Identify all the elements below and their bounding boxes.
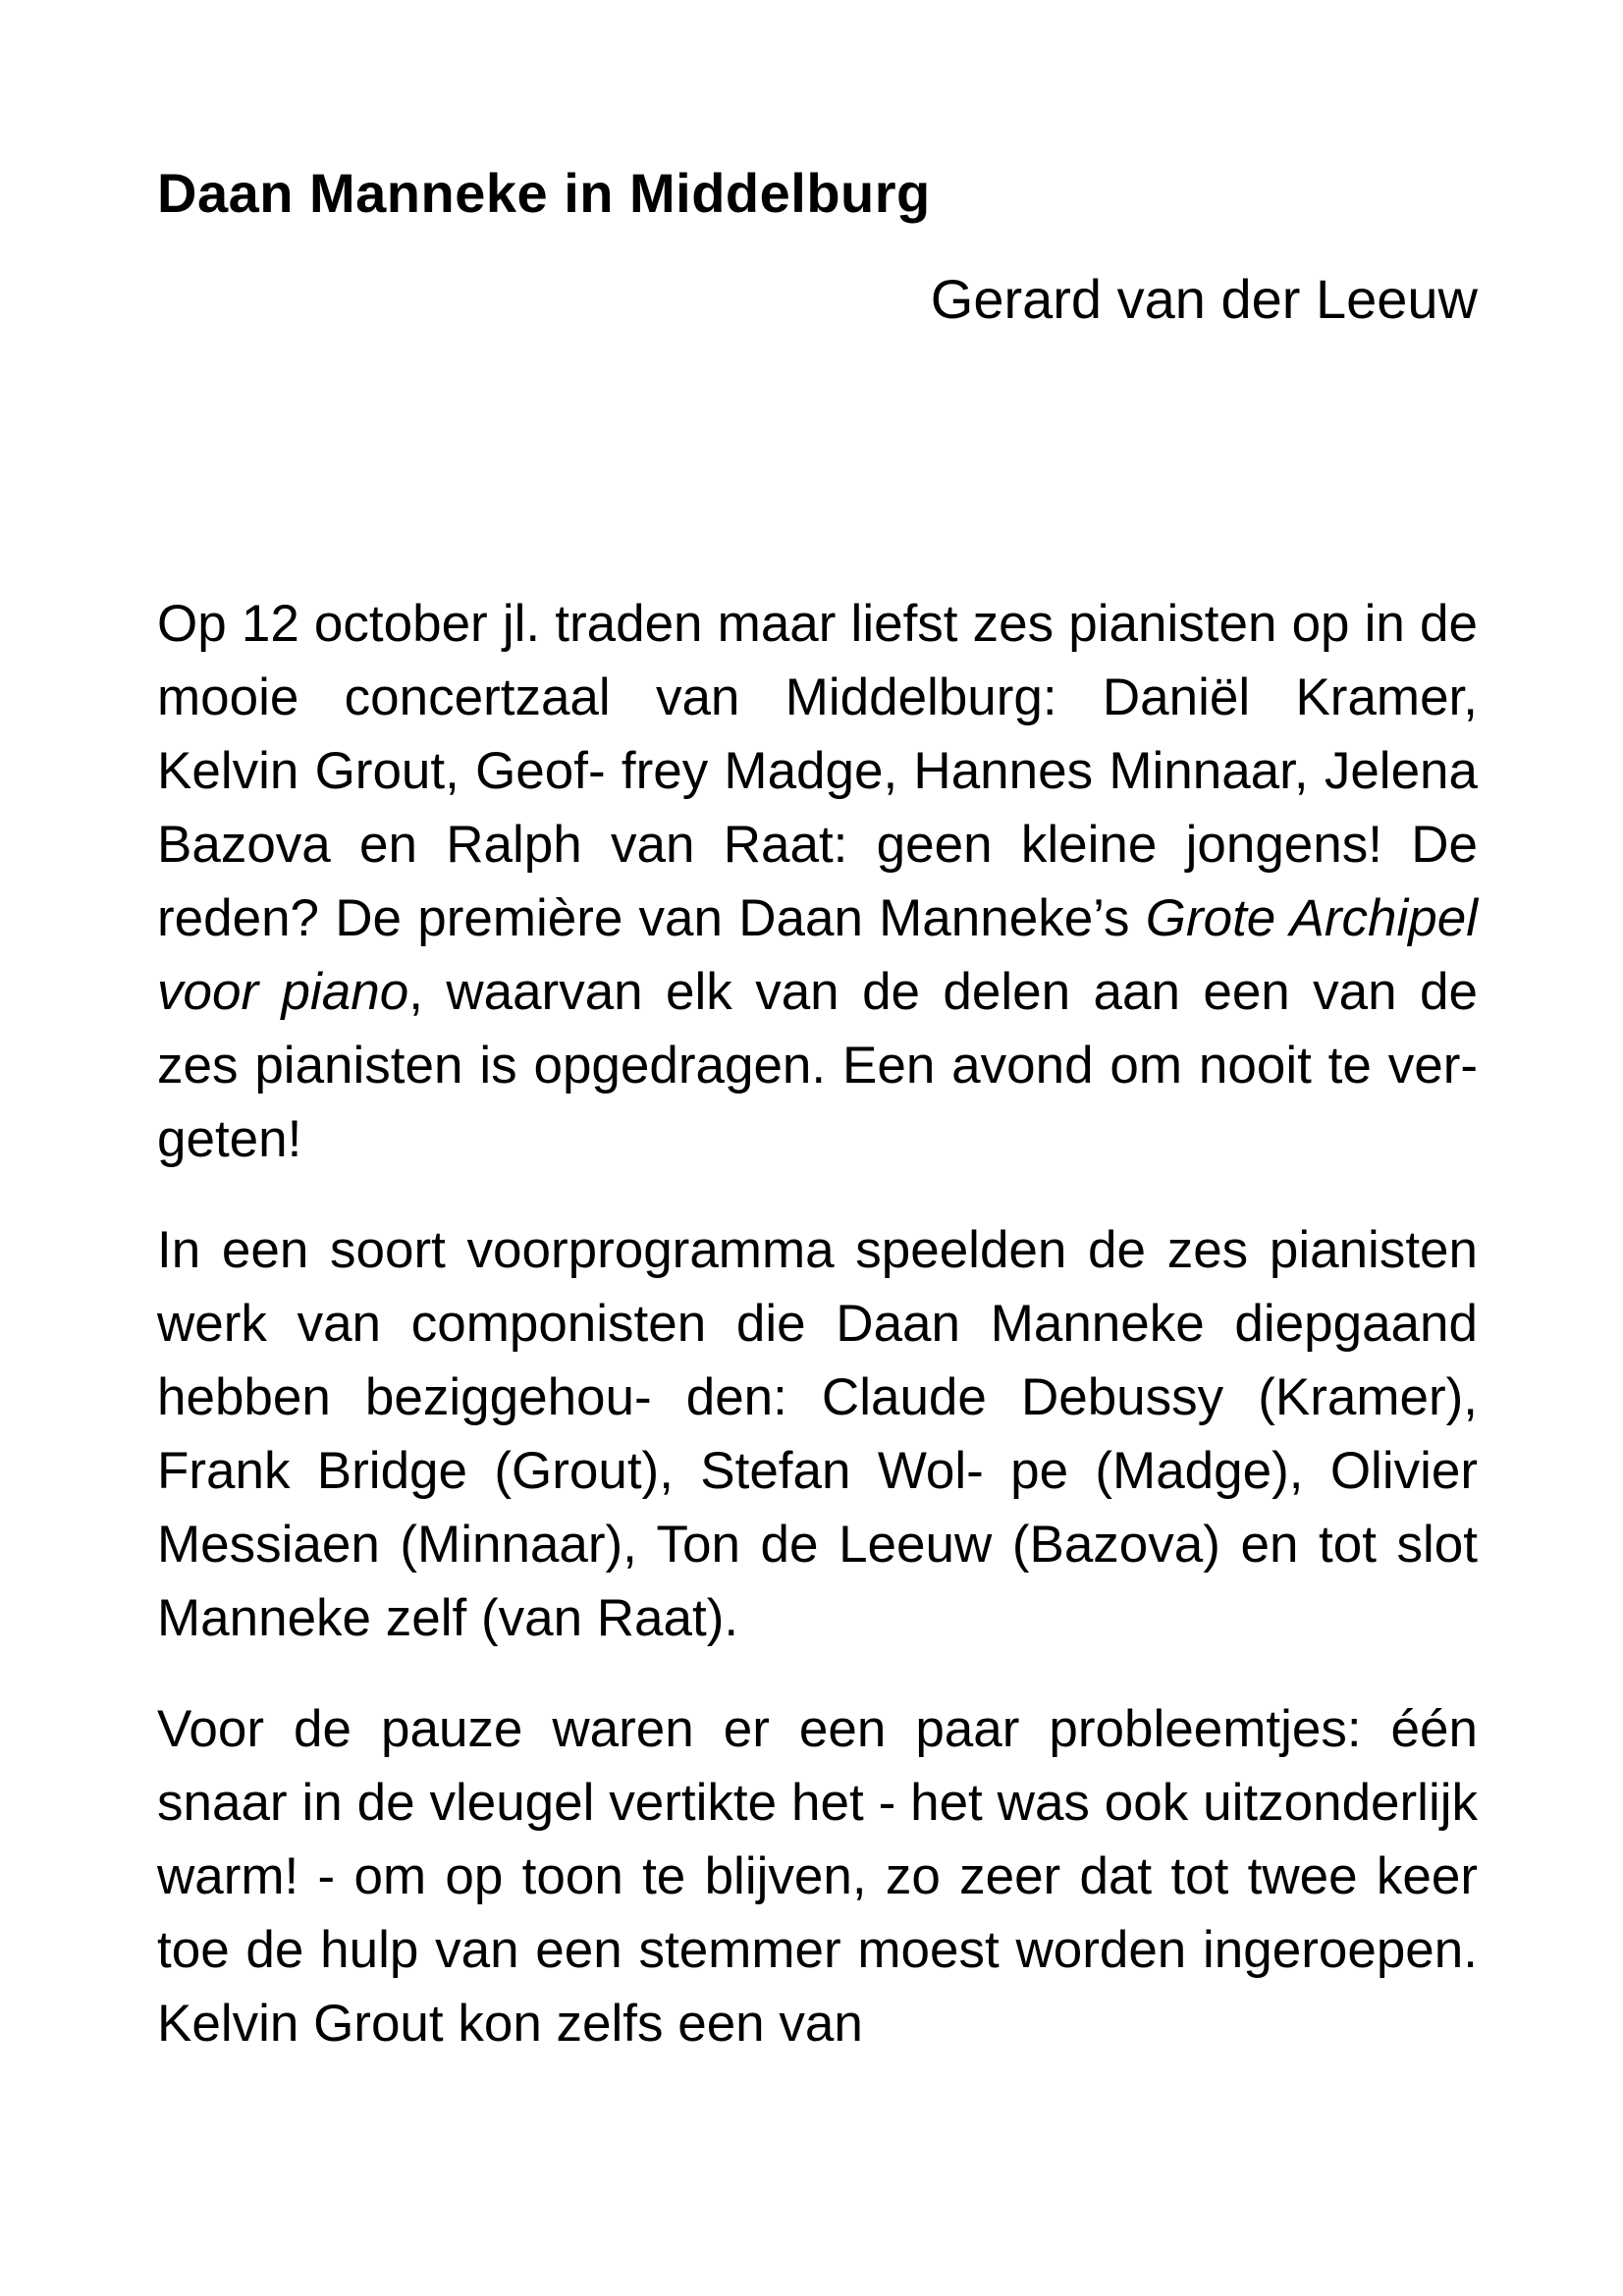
paragraph-1-text-before: Op 12 october jl. traden maar liefst zes pianisten op in de mooie concertzaal van Middelburg: Daniël Kramer, Kelvin Grout, Geof- frey Madge, Hannes Minnaar, Jelena Bazova en Ralph van Raat: geen kleine jongens! De reden? De première van Daan Manneke’s <box>157 595 1478 947</box>
article-body <box>157 587 1478 2098</box>
work-title-italic: Grote Archipel voor piano <box>157 889 1478 1021</box>
paragraph-3: Voor de pauze waren er een paar probleemtjes: één snaar in de vleugel vertikte het - het was ook uitzonderlijk warm! - om op toon te blijven, zo zeer dat tot twee keer toe de hulp van een stemmer moest worden ingeroepen. Kelvin Grout kon zelfs een van <box>157 1700 1478 2053</box>
paragraph-1 <box>157 587 1478 1176</box>
article-title: Daan Manneke in Middelburg <box>157 162 931 224</box>
article-author: Gerard van der Leeuw <box>930 268 1478 330</box>
paragraph-1-text-after: , waarvan elk van de delen aan een van de zes pianisten is opgedragen. Een avond om nooit te ver- geten! <box>157 963 1478 1168</box>
paragraph-2: In een soort voorprogramma speelden de zes pianisten werk van componisten die Daan Manneke diepgaand hebben beziggehou- den: Claude Debussy (Kramer), Frank Bridge (Grout), Stefan Wol- pe (Madge), Olivier Messiaen (Minnaar), Ton de Leeuw (Bazova) en tot slot Manneke zelf (van Raat). <box>157 1221 1478 1647</box>
document-page <box>157 0 1478 2296</box>
